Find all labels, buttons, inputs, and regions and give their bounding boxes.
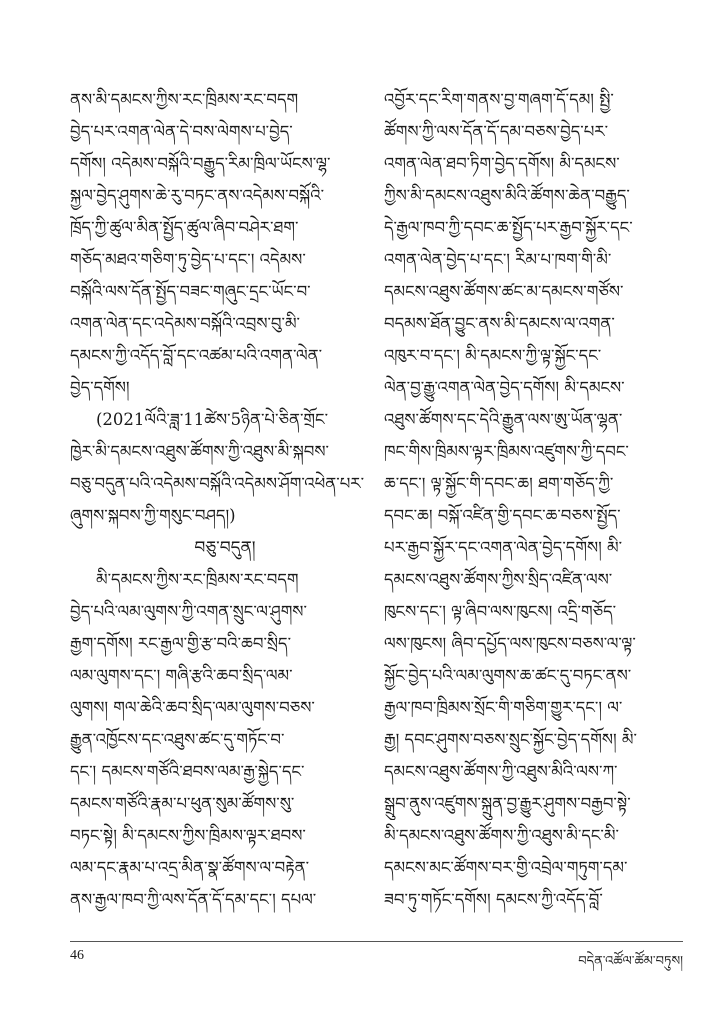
page-number: 46 <box>70 948 84 963</box>
text-line: ཞུགས་སྐབས་ཀྱི་གསུང་བཤད།) <box>70 506 236 525</box>
text-line: དགོས། འདེམས་བསྐོའི་བརྒྱུད་རིམ་ཁྲིལ་ཡོངས་ལྷ་ <box>70 154 331 173</box>
text-line: ཁུངས་དང་། ལྟ་ཞིབ་ལས་ཁུངས། འདྲི་གཅོད་ <box>384 602 617 621</box>
text-line: པར་རྒྱབ་སྐྱོར་དང་འགན་ལེན་བྱེད་དགོས། མི་ <box>384 538 623 557</box>
text-line: དམངས་ཀྱི་འདོད་བློ་དང་འཚམ་པའི་འགན་ལེན་ <box>70 346 323 365</box>
text-line: བྱེད་པའི་ལམ་ལུགས་ཀྱི་འགན་སྲུང་ལ་ཤུགས་ <box>70 602 307 621</box>
text-line: ལམ་ལུགས་དང་། གཞི་རྩའི་ཆབ་སྲིད་ལམ་ <box>70 666 293 685</box>
text-line: དམངས་གཙོའི་རྣམ་པ་ཕུན་སུམ་ཚོགས་སུ་ <box>70 794 295 813</box>
text-line: ནས་རྒྱལ་ཁབ་ཀྱི་ལས་དོན་དོ་དམ་དང་། དཔལ་ <box>70 890 317 909</box>
text-line: འབྱོར་དང་རིག་གནས་བྱ་གཞག་དོ་དམ། སྤྱི་ <box>384 90 614 109</box>
right-column <box>384 84 684 923</box>
text-line: འགན་ལེན་ཐབ་ཏིག་བྱེད་དགོས། མི་དམངས་ <box>384 154 620 173</box>
text-line: འགན་ལེན་བྱེད་པ་དང་། རིམ་པ་ཁག་གི་མི་ <box>384 250 612 269</box>
footer-rule <box>70 941 683 942</box>
text-line: བསྐོའི་ལས་དོན་སྤྱོད་བཟང་གཞུང་དྲང་ཡོང་བ་ <box>70 282 311 301</box>
left-column <box>70 84 370 923</box>
text-line: ལུགས། གལ་ཆེའི་ཆབ་སྲིད་ལམ་ལུགས་བཅས་ <box>70 698 315 717</box>
text-line: ཆ་དང་། ལྟ་སྐྱོང་གི་དབང་ཆ། ཐག་གཅོད་ཀྱི་ <box>384 474 614 493</box>
text-line: རྒྱལ་ཁབ་ཁྲིམས་སྲོང་གི་གཅིག་གྱུར་དང་། ལ་ <box>384 698 623 717</box>
text-line: སྒྲུབ་ནུས་འཛུགས་སྐྲུན་བྱ་རྒྱུར་ཤུགས་བརྒྱབ་སྟེ་ <box>384 794 631 813</box>
text-line: རྒྱ། དབང་ཤུགས་བཅས་སྲུང་སྐྱོང་བྱེད་དགོས། མི་ <box>384 730 637 749</box>
text-line: ནས་མི་དམངས་ཀྱིས་རང་ཁྲིམས་རང་བདག <box>70 90 299 109</box>
text-line: སྐྱོང་བྱེད་པའི་ལམ་ལུགས་ཆ་ཚང་དུ་བཏང་ནས་ <box>384 666 632 685</box>
text-line: རྒྱག་དགོས། རང་རྒྱལ་གྱི་རྩ་བའི་ཆབ་སྲིད་ <box>70 634 292 653</box>
text-line: (2021ལོའི་ཟླ་11ཚེས་5ཉིན་པེ་ཅིན་གྲོང་ <box>96 410 329 429</box>
text-line: ཁང་གིས་ཁྲིམས་ལྟར་ཁྲིམས་འཛུགས་ཀྱི་དབང་ <box>384 442 629 461</box>
text-line: བཏང་སྟེ། མི་དམངས་ཀྱིས་ཁྲིམས་ལྟར་ཐབས་ <box>70 826 306 845</box>
text-line: ཁྲོད་ཀྱི་ཚུལ་མིན་སྤྱོད་ཚུལ་ཞིབ་བཤེར་ཐག་ <box>70 218 299 237</box>
text-line: བཅུ་བདུན་པའི་འདེམས་བསྐོའི་འདེམས་ཤོག་འཕེན་པར་ <box>70 474 365 493</box>
text-line: བདམས་ཐོན་བྱུང་ནས་མི་དམངས་ལ་འགན་ <box>384 314 615 333</box>
text-line: དམངས་འཐུས་ཚོགས་ཚང་མ་དམངས་གཙོས་ <box>384 282 624 301</box>
text-line: ཁྱེར་མི་དམངས་འཐུས་ཚོགས་ཀྱི་འཐུས་མི་སྐབས་ <box>70 442 329 461</box>
text-line: ལས་ཁུངས། ཞིབ་དཔྱོད་ལས་ཁུངས་བཅས་ལ་ལྟ་ <box>384 634 636 653</box>
text-line: རྒྱུན་འཁྱོངས་དང་འཐུས་ཚང་དུ་གཏོང་བ་ <box>70 730 285 749</box>
text-line: མི་དམངས་འཐུས་ཚོགས་ཀྱི་འཐུས་མི་དང་མི་ <box>384 826 619 845</box>
text-line: དམངས་འཐུས་ཚོགས་ཀྱི་འཐུས་མིའི་ལས་ཀ་ <box>384 762 618 781</box>
text-line: ཟབ་ཏུ་གཏོང་དགོས། དམངས་ཀྱི་འདོད་བློ་ <box>384 890 603 909</box>
text-line: མི་དམངས་ཀྱིས་རང་ཁྲིམས་རང་བདག <box>96 570 299 589</box>
text-line: དེ་རྒྱལ་ཁབ་ཀྱི་དབང་ཆ་སྤྱོད་པར་རྒྱབ་སྐྱོར་དང་ <box>384 218 633 237</box>
running-footer-title: བདེན་འཚོལ་ཚོམ་བཏུས། <box>578 954 683 969</box>
text-line: ཚོགས་ཀྱི་ལས་དོན་དོ་དམ་བཅས་བྱེད་པར་ <box>384 122 609 141</box>
text-line: ལེན་བྱ་རྒྱུ་འགན་ལེན་བྱེད་དགོས། མི་དམངས་ <box>384 378 625 397</box>
text-line: བྱེད་པར་འགན་ལེན་དེ་བས་ལེགས་པ་བྱེད་ <box>70 122 293 141</box>
text-line: དབང་ཆ། བསྐོ་འཛིན་གྱི་དབང་ཆ་བཅས་སྤྱོད་ <box>384 506 621 525</box>
text-line: ལམ་དང་རྣམ་པ་འདྲ་མིན་སྣ་ཚོགས་ལ་བརྟེན་ <box>70 858 310 877</box>
text-line: འཁུར་བ་དང་། མི་དམངས་ཀྱི་ལྟ་སྐྱོང་དང་ <box>384 346 602 365</box>
text-line: དམངས་མང་ཚོགས་བར་གྱི་འབྲེལ་གཏུག་དམ་ <box>384 858 628 877</box>
text-line: གཅོད་མཐའ་གཅིག་ཏུ་བྱེད་པ་དང་། འདེམས་ <box>70 250 306 269</box>
text-line: སྐྱལ་བྱེད་ཤུགས་ཆེ་རུ་བཏང་ནས་འདེམས་བསྐོའི་ <box>70 186 325 205</box>
text-line: ཀྱིས་མི་དམངས་འཐུས་མིའི་ཚོགས་ཆེན་བརྒྱུད་ <box>384 186 630 205</box>
section-heading: བཅུ་བདུན། <box>194 538 256 558</box>
text-line: དང་། དམངས་གཙོའི་ཐབས་ལམ་རྒྱ་སྐྱེད་དང་ <box>70 762 305 781</box>
text-line: དམངས་འཐུས་ཚོགས་ཀྱིས་སྲིད་འཛིན་ལས་ <box>384 570 613 589</box>
text-line: འཐུས་ཚོགས་དང་དེའི་རྒྱུན་ལས་ཨུ་ཡོན་ལྷན་ <box>384 410 623 429</box>
text-line: བྱེད་དགོས། <box>70 378 130 397</box>
text-line: འགན་ལེན་དང་འདེམས་བསྐོའི་འབྲས་བུ་མི་ <box>70 314 301 333</box>
